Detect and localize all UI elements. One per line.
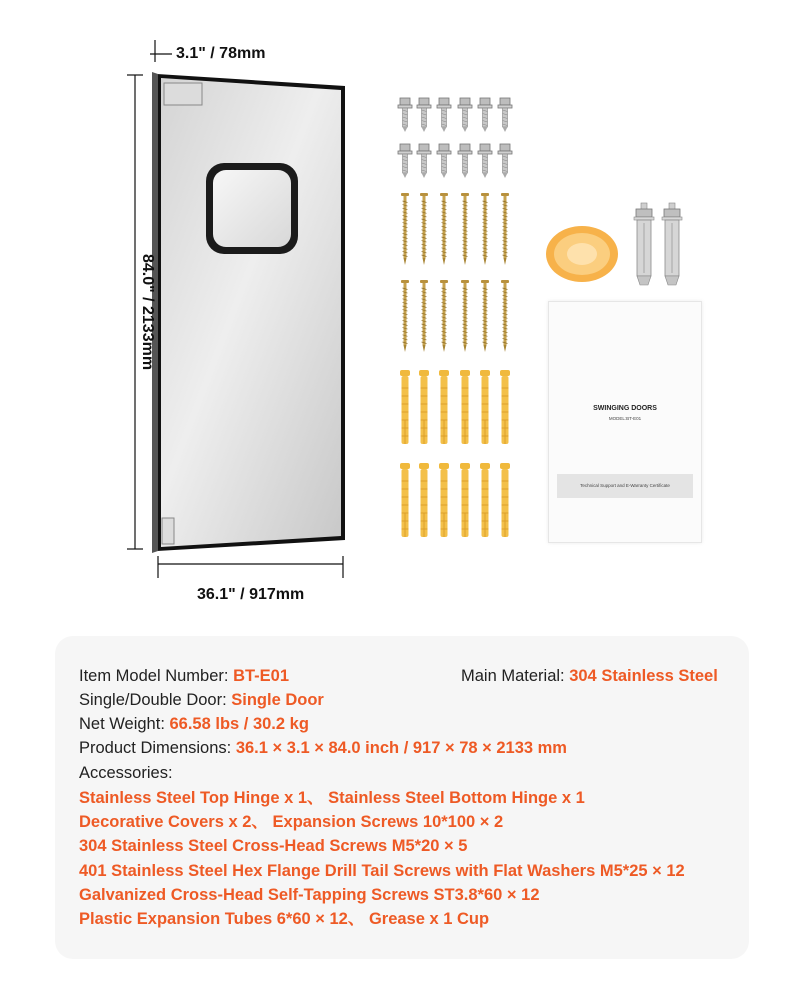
plastic-anchor-icon	[480, 463, 490, 537]
spec-model-value: BT-E01	[233, 667, 289, 685]
hex-flange-screw-icon	[498, 98, 512, 132]
self-tapping-screw-icon	[481, 280, 489, 352]
plastic-anchor-icon	[460, 370, 470, 444]
spec-model	[79, 666, 289, 686]
width-dimension: 36.1" / 917mm	[197, 586, 305, 603]
hex-flange-screw-icon	[417, 144, 431, 178]
accessory-item: Plastic Expansion Tubes 6*60 × 12、 Grease x 1 Cup	[79, 910, 490, 928]
hex-flange-screw-icon	[478, 98, 492, 132]
spec-model-label: Item Model Number:	[79, 667, 234, 685]
spec-door-label: Single/Double Door:	[79, 691, 232, 709]
grease-cup-icon	[546, 226, 618, 282]
self-tapping-screw-icon	[440, 193, 448, 265]
self-tapping-screw-icon	[501, 193, 509, 265]
spec-material-label: Main Material:	[461, 667, 570, 685]
self-tapping-screw-icon	[461, 193, 469, 265]
plastic-anchor-icon	[480, 370, 490, 444]
accessory-item: Galvanized Cross-Head Self-Tapping Screws ST3.8*60 × 12	[79, 886, 540, 904]
hex-flange-screw-icon	[458, 144, 472, 178]
plastic-anchor-icon	[500, 370, 510, 444]
accessory-item: Decorative Covers x 2、 Expansion Screws 10*100 × 2	[79, 813, 504, 831]
manual-model: MODEL:BT-E01	[608, 416, 642, 421]
hex-flange-screw-icon	[437, 144, 451, 178]
spec-weight-label: Net Weight:	[79, 715, 170, 733]
accessory-item: 401 Stainless Steel Hex Flange Drill Tail Screws with Flat Washers M5*25 × 12	[79, 862, 685, 880]
height-dimension-text: 84.0" / 2133mm	[139, 253, 157, 371]
accessory-item: Stainless Steel Top Hinge x 1、 Stainless Steel Bottom Hinge x 1	[79, 789, 585, 807]
manual-warranty-band: Technical Support and E-Warranty Certificate	[557, 474, 693, 498]
spec-accessories-label: Accessories:	[79, 764, 173, 782]
self-tapping-screw-icon	[401, 193, 409, 265]
hex-flange-screw-icon	[417, 98, 431, 132]
self-tapping-screw-icon	[461, 280, 469, 352]
plastic-anchor-icon	[439, 463, 449, 537]
hex-flange-screw-icon	[478, 144, 492, 178]
self-tapping-screw-icon	[440, 280, 448, 352]
plastic-anchor-icon	[500, 463, 510, 537]
self-tapping-screw-icon	[420, 193, 428, 265]
depth-dimension: 3.1" / 78mm	[176, 45, 266, 62]
hex-flange-screw-icon	[458, 98, 472, 132]
self-tapping-screw-icon	[501, 280, 509, 352]
self-tapping-screw-icon	[420, 280, 428, 352]
hex-flange-screw-icon	[498, 144, 512, 178]
spec-door	[79, 690, 324, 710]
hex-flange-screw-icon	[398, 144, 412, 178]
spec-material	[461, 666, 718, 686]
plastic-anchor-icon	[400, 463, 410, 537]
hex-flange-screw-icon	[398, 98, 412, 132]
expansion-bolt-icon	[634, 203, 654, 285]
self-tapping-screw-icon	[401, 280, 409, 352]
manual-title: SWINGING DOORS	[593, 405, 657, 412]
plastic-anchor-icon	[419, 370, 429, 444]
spec-dimensions	[79, 738, 567, 758]
spec-door-value: Single Door	[231, 691, 324, 709]
spec-card	[55, 636, 749, 959]
spec-material-value: 304 Stainless Steel	[569, 667, 718, 685]
instruction-manual	[548, 301, 702, 543]
spec-weight-value: 66.58 lbs / 30.2 kg	[169, 715, 309, 733]
spec-weight	[79, 714, 309, 734]
spec-dimensions-value: 36.1 × 3.1 × 84.0 inch / 917 × 78 × 2133 mm	[235, 739, 567, 757]
expansion-bolt-icon	[662, 203, 682, 285]
self-tapping-screw-icon	[481, 193, 489, 265]
hex-flange-screw-icon	[437, 98, 451, 132]
plastic-anchor-icon	[460, 463, 470, 537]
plastic-anchor-icon	[439, 370, 449, 444]
plastic-anchor-icon	[400, 370, 410, 444]
accessory-item: 304 Stainless Steel Cross-Head Screws M5*20 × 5	[79, 837, 468, 855]
plastic-anchor-icon	[419, 463, 429, 537]
spec-dimensions-label: Product Dimensions:	[79, 739, 236, 757]
